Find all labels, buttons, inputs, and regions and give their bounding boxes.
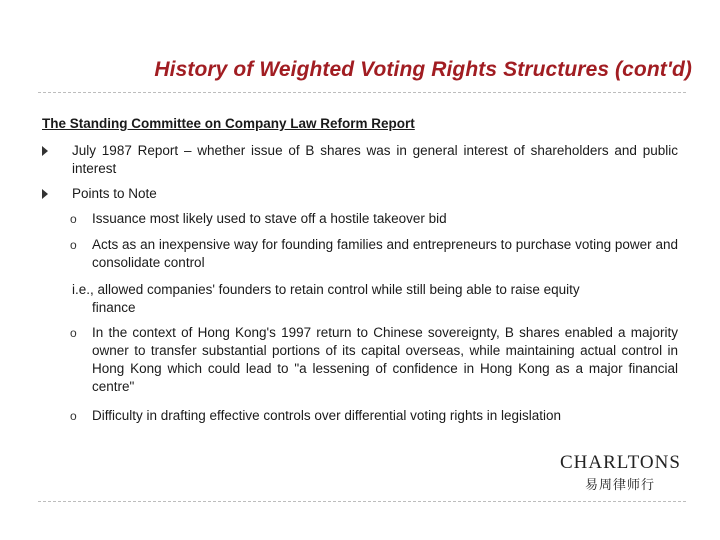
- circle-bullet-icon: o: [70, 212, 77, 226]
- sub-bullet-inexpensive-voting-power: Acts as an inexpensive way for founding families and entrepreneurs to purchase voting power and consolidate control: [92, 237, 678, 270]
- note-line-2: finance: [92, 300, 136, 315]
- circle-bullet-icon: o: [70, 326, 77, 340]
- charltons-logo: [560, 452, 680, 493]
- title-divider: [38, 92, 686, 93]
- slide-title: History of Weighted Voting Rights Structures (cont'd): [154, 58, 692, 81]
- note-paragraph: [72, 281, 678, 317]
- circle-bullet-icon: o: [70, 238, 77, 252]
- logo-chinese: 易周律师行: [584, 478, 655, 493]
- sub-bullet-drafting-difficulty: Difficulty in drafting effective controls over differential voting rights in legislation: [92, 408, 561, 423]
- footer-divider: [38, 501, 686, 502]
- arrow-bullet-icon: [42, 146, 48, 156]
- note-line-1: i.e., allowed companies' founders to retain control while still being able to raise equity: [72, 282, 580, 297]
- bullet-points-to-note: Points to Note: [72, 186, 157, 201]
- circle-bullet-icon: o: [70, 409, 77, 423]
- arrow-bullet-icon: [42, 189, 48, 199]
- sub-bullet-hostile-takeover: Issuance most likely used to stave off a hostile takeover bid: [92, 211, 447, 226]
- logo-english: CHARLTONS: [560, 452, 681, 473]
- sub-bullet-hong-kong-1997: In the context of Hong Kong's 1997 return to Chinese sovereignty, B shares enabled a majority owner to transfer substantial portions of its capital overseas, while maintaining actual control in Hong Kong which could lead to "a lessening of confidence in Hong Kong as a major financial centre": [92, 325, 678, 394]
- section-heading: The Standing Committee on Company Law Reform Report: [42, 116, 415, 131]
- bullet-july-1987-report: July 1987 Report – whether issue of B shares was in general interest of shareholders and public interest: [72, 143, 678, 176]
